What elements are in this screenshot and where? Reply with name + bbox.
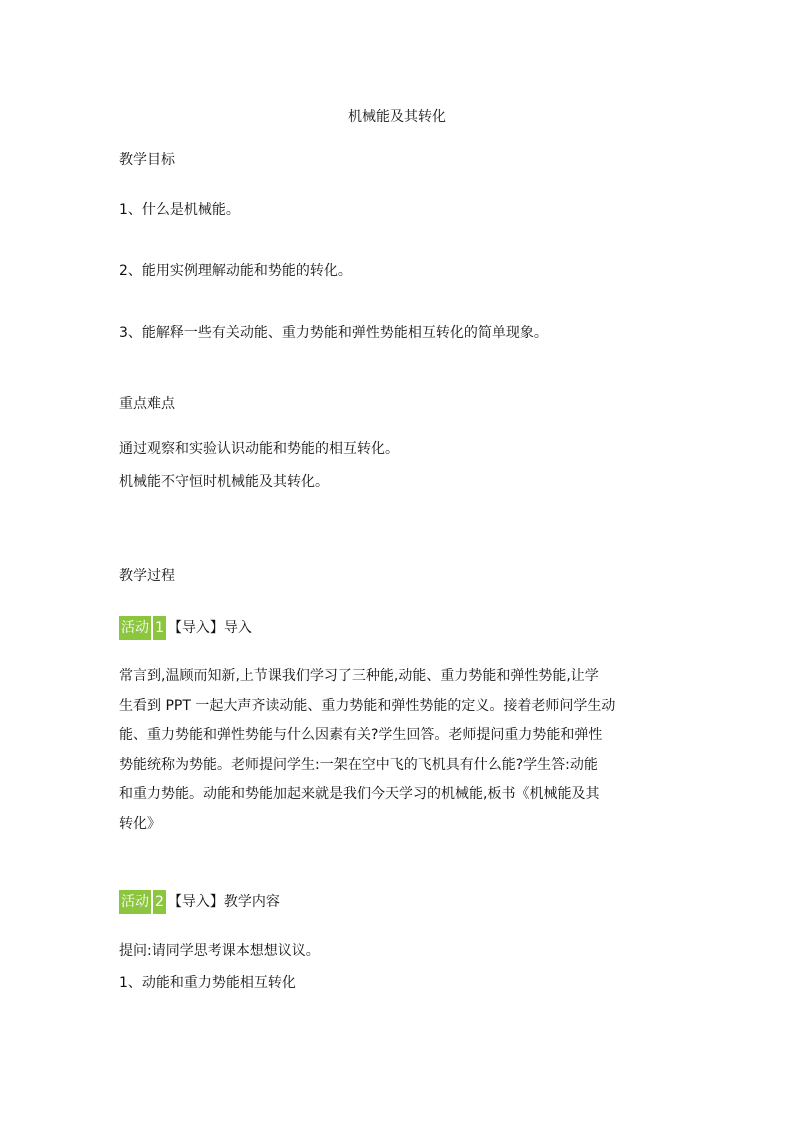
- paragraph-line: 势能统称为势能。老师提问学生:一架在空中飞的飞机具有什么能?学生答:动能: [119, 756, 598, 773]
- key-point-item-1: 通过观察和实验认识动能和势能的相互转化。: [119, 441, 399, 457]
- document-title: 机械能及其转化: [348, 109, 446, 125]
- paragraph-line: 和重力势能。动能和势能加起来就是我们今天学习的机械能,板书《机械能及其: [119, 786, 600, 802]
- activity-1-paragraph: [119, 662, 679, 839]
- objectives-heading: 教学目标: [119, 152, 175, 168]
- objective-item-3: 3、能解释一些有关动能、重力势能和弹性势能相互转化的简单现象。: [119, 325, 548, 341]
- activity-2-label: 【导入】教学内容: [167, 894, 280, 910]
- key-points-heading: 重点难点: [119, 396, 175, 412]
- key-point-item-2: 机械能不守恒时机械能及其转化。: [119, 474, 329, 490]
- activity-2-item-1: 1、动能和重力势能相互转化: [119, 975, 296, 991]
- activity-2-number: 2: [153, 890, 166, 914]
- process-heading: 教学过程: [119, 568, 175, 584]
- activity-1-header: [119, 616, 252, 642]
- paragraph-line: 转化》: [119, 815, 161, 832]
- activity-2-question: 提问:请同学思考课本想想议议。: [119, 943, 320, 959]
- paragraph-line: 能、重力势能和弹性势能与什么因素有关?学生回答。老师提问重力势能和弹性: [119, 727, 603, 743]
- activity-1-number: 1: [153, 616, 166, 640]
- paragraph-line: 生看到 PPT 一起大声齐读动能、重力势能和弹性势能的定义。接着老师问学生动: [119, 697, 616, 714]
- activity-2-header: [119, 890, 280, 916]
- activity-1-label: 【导入】导入: [167, 620, 252, 636]
- activity-1-badge: 活动: [119, 616, 151, 640]
- objective-item-2: 2、能用实例理解动能和势能的转化。: [119, 263, 352, 279]
- paragraph-line: 常言到,温顾而知新,上节课我们学习了三种能,动能、重力势能和弹性势能,让学: [119, 668, 599, 684]
- objective-item-1: 1、什么是机械能。: [119, 202, 240, 218]
- activity-2-badge: 活动: [119, 890, 151, 914]
